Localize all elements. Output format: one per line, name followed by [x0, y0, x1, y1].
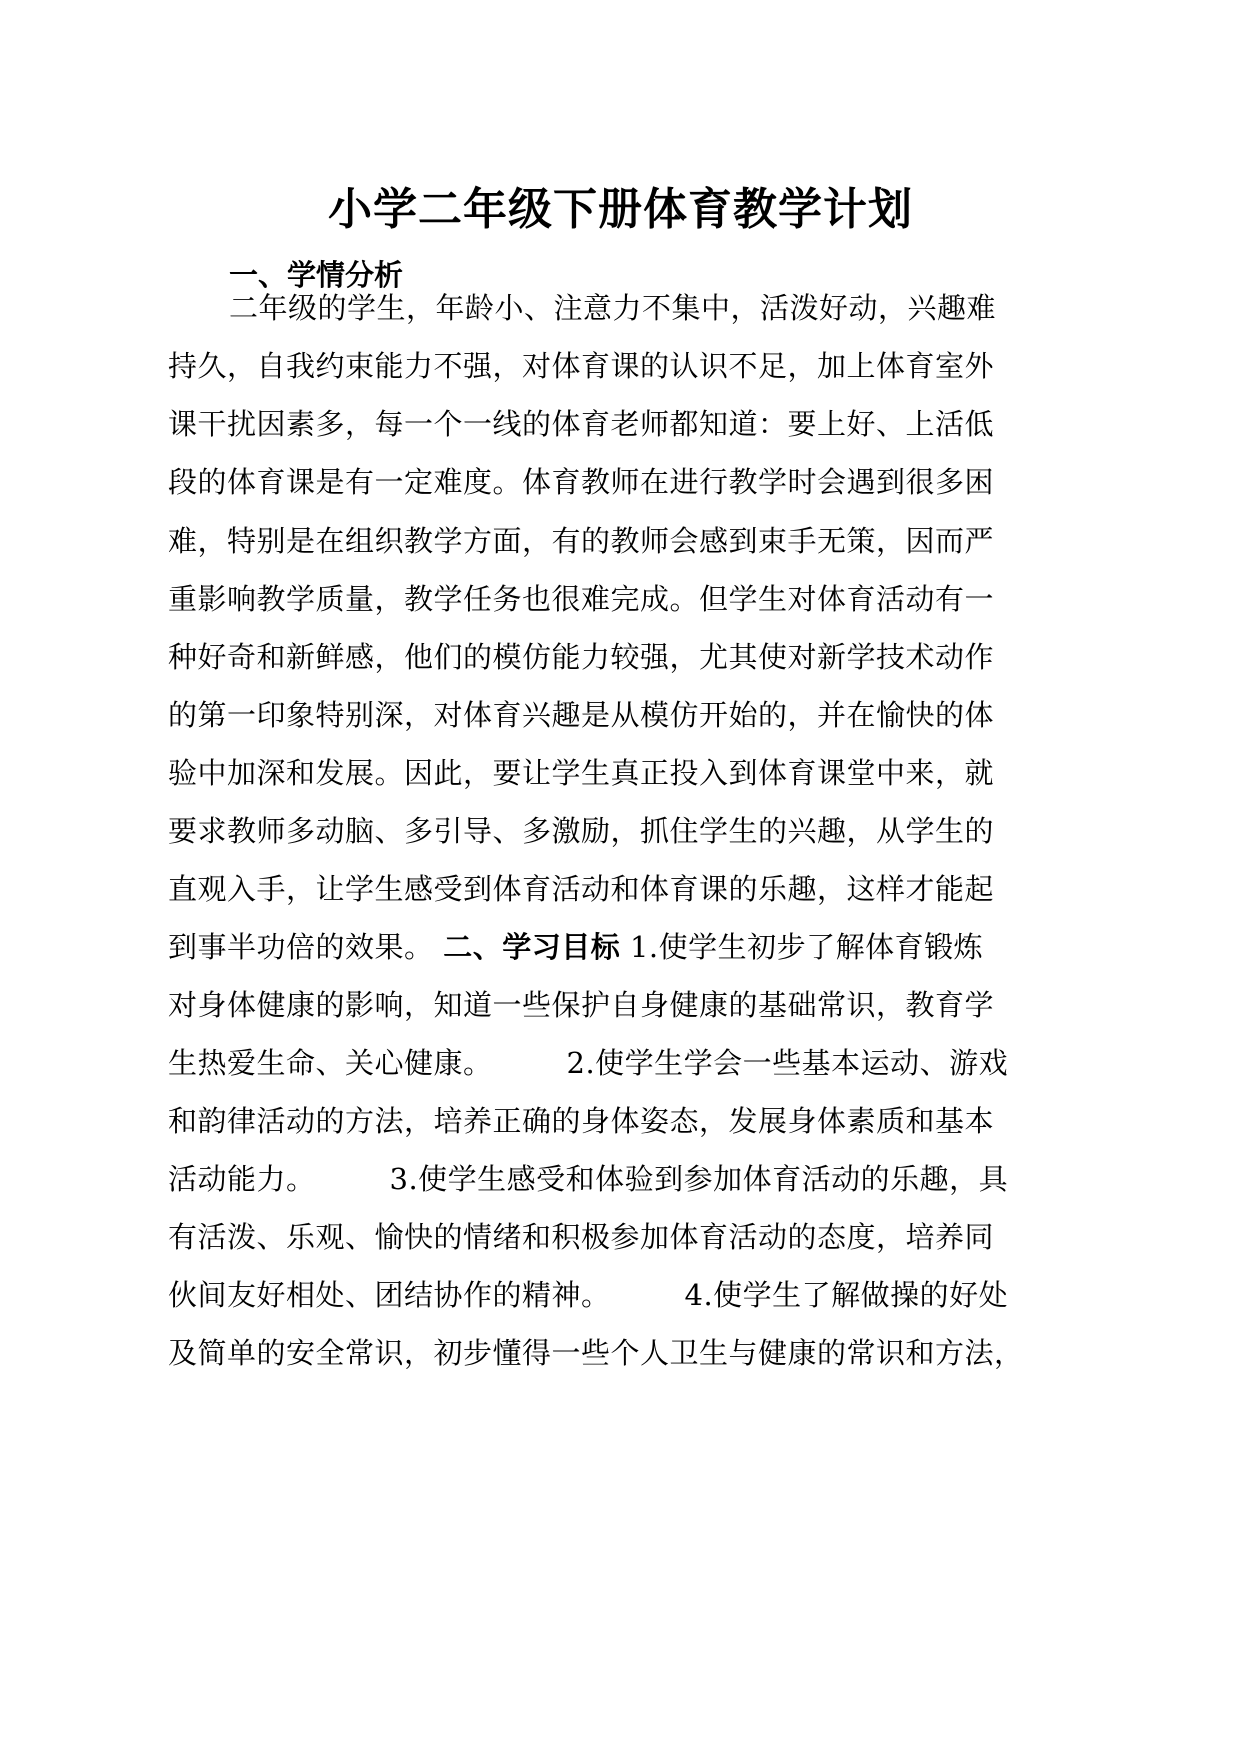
section-heading-goals: 二、学习目标 [443, 930, 621, 964]
body-line: 活动能力。 3.使学生感受和体验到参加体育活动的乐趣，具 [168, 1162, 1009, 1196]
body-line: 课干扰因素多，每一个一线的体育老师都知道：要上好、上活低 [168, 407, 995, 441]
body-line: 直观入手，让学生感受到体育活动和体育课的乐趣，这样才能起 [168, 872, 995, 906]
body-line: 有活泼、乐观、愉快的情绪和积极参加体育活动的态度，培养同 [168, 1220, 995, 1254]
body-line: 难，特别是在组织教学方面，有的教师会感到束手无策，因而严 [168, 524, 995, 558]
body-text: 1.使学生初步了解体育锻炼 [629, 930, 984, 964]
body-line: 二年级的学生，年龄小、注意力不集中，活泼好动，兴趣难 [229, 291, 997, 325]
section-heading-analysis: 一、学情分析 [229, 258, 404, 292]
body-line-with-heading [168, 927, 1088, 967]
body-line: 持久，自我约束能力不强，对体育课的认识不足，加上体育室外 [168, 349, 995, 383]
body-text: 到事半功倍的效果。 [168, 930, 434, 964]
body-line: 生热爱生命、关心健康。 2.使学生学会一些基本运动、游戏 [168, 1046, 1009, 1080]
body-line: 段的体育课是有一定难度。体育教师在进行教学时会遇到很多困 [168, 465, 995, 499]
body-line: 重影响教学质量，教学任务也很难完成。但学生对体育活动有一 [168, 582, 995, 616]
body-line: 验中加深和发展。因此，要让学生真正投入到体育课堂中来，就 [168, 756, 995, 790]
body-line: 伙间友好相处、团结协作的精神。 4.使学生了解做操的好处 [168, 1278, 1009, 1312]
page-title: 小学二年级下册体育教学计划 [328, 184, 913, 235]
body-line: 对身体健康的影响，知道一些保护自身健康的基础常识，教育学 [168, 988, 995, 1022]
body-line: 要求教师多动脑、多引导、多激励，抓住学生的兴趣，从学生的 [168, 814, 995, 848]
body-line: 和韵律活动的方法，培养正确的身体姿态，发展身体素质和基本 [168, 1104, 995, 1138]
body-line: 种好奇和新鲜感，他们的模仿能力较强，尤其使对新学技术动作 [168, 640, 995, 674]
body-line: 的第一印象特别深，对体育兴趣是从模仿开始的，并在愉快的体 [168, 698, 995, 732]
body-line: 及简单的安全常识，初步懂得一些个人卫生与健康的常识和方法， [168, 1336, 1024, 1370]
